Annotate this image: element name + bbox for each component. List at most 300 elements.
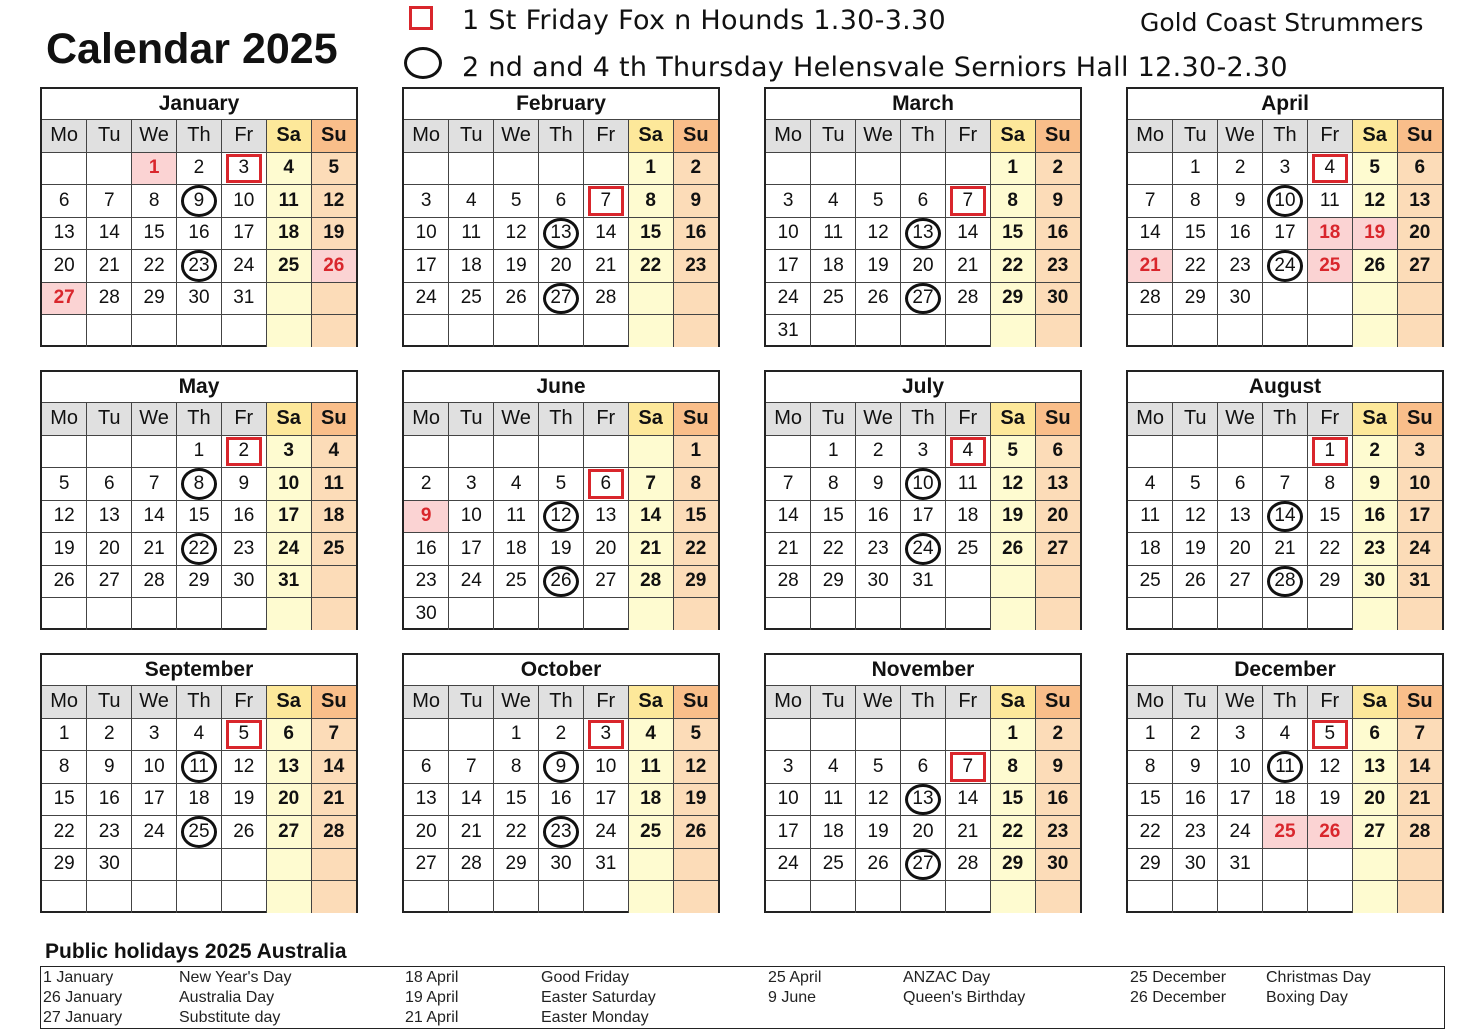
day-cell: 12 xyxy=(1173,500,1218,533)
weekday-header: We xyxy=(856,686,901,718)
holiday-name: Boxing Day xyxy=(1266,989,1348,1006)
holiday-names-col-3 xyxy=(903,968,1025,1008)
day-cell: 16 xyxy=(539,783,584,816)
weekday-header: Mo xyxy=(42,120,87,152)
weekday-header-row xyxy=(766,686,1080,718)
week-row xyxy=(42,435,356,468)
week-row xyxy=(766,751,1080,784)
day-cell: 21 xyxy=(945,816,990,849)
month-days-table xyxy=(404,403,718,630)
weekday-header-row xyxy=(766,403,1080,435)
weekday-header-row xyxy=(42,686,356,718)
empty-day-cell xyxy=(311,315,356,347)
week-row xyxy=(766,435,1080,468)
week-row xyxy=(404,152,718,185)
empty-day-cell xyxy=(42,598,87,630)
empty-day-cell xyxy=(449,152,494,185)
day-cell: 11 xyxy=(449,217,494,250)
weekday-header: We xyxy=(856,403,901,435)
empty-day-cell xyxy=(673,282,718,315)
day-cell: 14 xyxy=(945,217,990,250)
weekday-header: Su xyxy=(1397,403,1442,435)
weekday-header: Sa xyxy=(1352,120,1397,152)
day-cell: 1 xyxy=(990,718,1035,751)
day-cell: 14 xyxy=(1128,217,1173,250)
weekday-header: Mo xyxy=(766,686,811,718)
week-row xyxy=(1128,533,1442,566)
day-cell: 14 xyxy=(583,217,628,250)
day-cell: 20 xyxy=(583,533,628,566)
day-cell: 19 xyxy=(856,816,901,849)
day-cell: 22 xyxy=(673,533,718,566)
empty-day-cell xyxy=(449,881,494,913)
empty-day-cell xyxy=(42,152,87,185)
day-cell: 25 xyxy=(628,816,673,849)
weekday-header: Mo xyxy=(42,403,87,435)
thursday-day-cell: 13 xyxy=(901,217,946,250)
empty-day-cell xyxy=(42,315,87,347)
day-cell: 4 xyxy=(1263,718,1308,751)
day-cell: 27 xyxy=(1218,565,1263,598)
holiday-day-cell: 19 xyxy=(1352,217,1397,250)
day-cell: 5 xyxy=(856,751,901,784)
day-cell: 15 xyxy=(811,500,856,533)
day-cell: 7 xyxy=(766,468,811,501)
day-cell: 6 xyxy=(1218,468,1263,501)
day-cell: 4 xyxy=(311,435,356,468)
empty-day-cell xyxy=(945,881,990,913)
day-cell: 8 xyxy=(673,468,718,501)
empty-day-cell xyxy=(494,435,539,468)
day-cell: 18 xyxy=(266,217,311,250)
holiday-names-col-4 xyxy=(1266,968,1371,1008)
day-cell: 23 xyxy=(1352,533,1397,566)
day-cell: 12 xyxy=(856,783,901,816)
day-cell: 15 xyxy=(1307,500,1352,533)
day-cell: 4 xyxy=(177,718,222,751)
empty-day-cell xyxy=(1263,881,1308,913)
day-cell: 6 xyxy=(404,751,449,784)
month-september xyxy=(40,653,358,913)
empty-day-cell xyxy=(404,315,449,347)
week-row xyxy=(1128,783,1442,816)
day-cell: 25 xyxy=(945,533,990,566)
day-cell: 8 xyxy=(1307,468,1352,501)
day-cell: 21 xyxy=(449,816,494,849)
day-cell: 22 xyxy=(990,816,1035,849)
day-cell: 26 xyxy=(221,816,266,849)
empty-day-cell xyxy=(628,435,673,468)
empty-day-cell xyxy=(583,881,628,913)
empty-day-cell xyxy=(404,881,449,913)
empty-day-cell xyxy=(311,282,356,315)
weekday-header-row xyxy=(42,403,356,435)
day-cell: 14 xyxy=(945,783,990,816)
thursday-day-cell: 28 xyxy=(1263,565,1308,598)
day-cell: 23 xyxy=(856,533,901,566)
week-row xyxy=(404,435,718,468)
empty-day-cell xyxy=(1307,598,1352,630)
empty-day-cell xyxy=(87,435,132,468)
day-cell: 15 xyxy=(628,217,673,250)
day-cell: 6 xyxy=(1352,718,1397,751)
day-cell: 23 xyxy=(404,565,449,598)
day-cell: 26 xyxy=(1352,250,1397,283)
week-row xyxy=(766,848,1080,881)
empty-day-cell xyxy=(1173,315,1218,347)
day-cell: 25 xyxy=(811,848,856,881)
day-cell: 23 xyxy=(1173,816,1218,849)
day-cell: 13 xyxy=(42,217,87,250)
weekday-header: Fr xyxy=(945,403,990,435)
day-cell: 22 xyxy=(494,816,539,849)
thursday-day-cell: 9 xyxy=(539,751,584,784)
weekday-header: Fr xyxy=(1307,686,1352,718)
weekday-header: Tu xyxy=(1173,120,1218,152)
empty-day-cell xyxy=(945,315,990,347)
week-row xyxy=(404,718,718,751)
weekday-header: Th xyxy=(539,686,584,718)
day-cell: 31 xyxy=(266,565,311,598)
day-cell: 24 xyxy=(1397,533,1442,566)
day-cell: 23 xyxy=(87,816,132,849)
weekday-header-row xyxy=(404,686,718,718)
day-cell: 29 xyxy=(132,282,177,315)
holiday-name: New Year's Day xyxy=(179,969,292,986)
empty-day-cell xyxy=(901,718,946,751)
day-cell: 24 xyxy=(404,282,449,315)
holiday-day-cell: 21 xyxy=(1128,250,1173,283)
day-cell: 16 xyxy=(856,500,901,533)
empty-day-cell xyxy=(221,315,266,347)
week-row xyxy=(42,468,356,501)
day-cell: 15 xyxy=(494,783,539,816)
first-friday-day-cell: 5 xyxy=(221,718,266,751)
day-cell: 23 xyxy=(1218,250,1263,283)
day-cell: 2 xyxy=(539,718,584,751)
day-cell: 2 xyxy=(856,435,901,468)
day-cell: 6 xyxy=(1035,435,1080,468)
empty-day-cell xyxy=(583,435,628,468)
weekday-header: Tu xyxy=(449,403,494,435)
empty-day-cell xyxy=(1352,282,1397,315)
empty-day-cell xyxy=(990,881,1035,913)
empty-day-cell xyxy=(177,598,222,630)
day-cell: 30 xyxy=(1352,565,1397,598)
weekday-header: Mo xyxy=(1128,120,1173,152)
first-friday-day-cell: 7 xyxy=(583,185,628,218)
week-row xyxy=(404,598,718,630)
day-cell: 21 xyxy=(583,250,628,283)
day-cell: 31 xyxy=(221,282,266,315)
day-cell: 26 xyxy=(990,533,1035,566)
day-cell: 19 xyxy=(494,250,539,283)
day-cell: 28 xyxy=(945,848,990,881)
day-cell: 6 xyxy=(87,468,132,501)
day-cell: 20 xyxy=(266,783,311,816)
day-cell: 15 xyxy=(673,500,718,533)
holiday-day-cell: 9 xyxy=(404,500,449,533)
day-cell: 11 xyxy=(945,468,990,501)
empty-day-cell xyxy=(132,315,177,347)
empty-day-cell xyxy=(1218,881,1263,913)
holiday-name: ANZAC Day xyxy=(903,969,991,986)
day-cell: 17 xyxy=(449,533,494,566)
day-cell: 8 xyxy=(1173,185,1218,218)
holiday-name: Christmas Day xyxy=(1266,969,1371,986)
week-row xyxy=(766,533,1080,566)
thursday-day-cell: 23 xyxy=(177,250,222,283)
day-cell: 29 xyxy=(811,565,856,598)
day-cell: 13 xyxy=(1352,751,1397,784)
day-cell: 22 xyxy=(1173,250,1218,283)
holiday-name: Good Friday xyxy=(541,969,630,986)
day-cell: 12 xyxy=(42,500,87,533)
empty-day-cell xyxy=(1128,435,1173,468)
day-cell: 11 xyxy=(266,185,311,218)
month-days-table xyxy=(766,120,1080,347)
first-friday-day-cell: 2 xyxy=(221,435,266,468)
day-cell: 6 xyxy=(266,718,311,751)
day-cell: 4 xyxy=(449,185,494,218)
day-cell: 11 xyxy=(811,783,856,816)
day-cell: 15 xyxy=(1173,217,1218,250)
day-cell: 28 xyxy=(1128,282,1173,315)
day-cell: 3 xyxy=(1218,718,1263,751)
day-cell: 1 xyxy=(628,152,673,185)
weekday-header: Sa xyxy=(990,120,1035,152)
week-row xyxy=(404,468,718,501)
day-cell: 25 xyxy=(449,282,494,315)
week-row xyxy=(1128,217,1442,250)
thursday-day-cell: 10 xyxy=(901,468,946,501)
month-name: October xyxy=(404,655,718,686)
day-cell: 20 xyxy=(1218,533,1263,566)
day-cell: 26 xyxy=(856,848,901,881)
first-friday-day-cell: 7 xyxy=(945,751,990,784)
week-row xyxy=(1128,598,1442,630)
weekday-header: Su xyxy=(311,403,356,435)
day-cell: 21 xyxy=(945,250,990,283)
day-cell: 9 xyxy=(221,468,266,501)
empty-day-cell xyxy=(266,848,311,881)
empty-day-cell xyxy=(404,718,449,751)
week-row xyxy=(42,816,356,849)
holiday-name: Easter Monday xyxy=(541,1009,649,1026)
day-cell: 21 xyxy=(1263,533,1308,566)
month-name: August xyxy=(1128,372,1442,403)
week-row xyxy=(42,315,356,347)
day-cell: 8 xyxy=(494,751,539,784)
empty-day-cell xyxy=(449,315,494,347)
day-cell: 1 xyxy=(42,718,87,751)
thursday-day-cell: 24 xyxy=(901,533,946,566)
empty-day-cell xyxy=(449,718,494,751)
weekday-header-row xyxy=(1128,403,1442,435)
weekday-header: Su xyxy=(1035,403,1080,435)
day-cell: 30 xyxy=(87,848,132,881)
week-row xyxy=(404,783,718,816)
day-cell: 12 xyxy=(990,468,1035,501)
day-cell: 3 xyxy=(266,435,311,468)
day-cell: 11 xyxy=(1307,185,1352,218)
empty-day-cell xyxy=(1128,598,1173,630)
weekday-header: Sa xyxy=(628,120,673,152)
day-cell: 2 xyxy=(1035,152,1080,185)
day-cell: 14 xyxy=(311,751,356,784)
week-row xyxy=(42,598,356,630)
empty-day-cell xyxy=(494,598,539,630)
weekday-header: Th xyxy=(901,120,946,152)
day-cell: 3 xyxy=(1397,435,1442,468)
weekday-header: We xyxy=(494,403,539,435)
holiday-day-cell: 1 xyxy=(132,152,177,185)
week-row xyxy=(766,468,1080,501)
day-cell: 10 xyxy=(266,468,311,501)
empty-day-cell xyxy=(1173,435,1218,468)
weekday-header: Th xyxy=(901,686,946,718)
day-cell: 17 xyxy=(766,250,811,283)
weekday-header: Sa xyxy=(266,120,311,152)
empty-day-cell xyxy=(311,598,356,630)
day-cell: 23 xyxy=(1035,250,1080,283)
week-row xyxy=(404,751,718,784)
empty-day-cell xyxy=(990,315,1035,347)
day-cell: 26 xyxy=(494,282,539,315)
day-cell: 9 xyxy=(1218,185,1263,218)
thursday-day-cell: 13 xyxy=(539,217,584,250)
week-row xyxy=(404,315,718,347)
weekday-header: Tu xyxy=(449,120,494,152)
day-cell: 19 xyxy=(221,783,266,816)
week-row xyxy=(42,152,356,185)
day-cell: 7 xyxy=(311,718,356,751)
day-cell: 10 xyxy=(583,751,628,784)
empty-day-cell xyxy=(990,565,1035,598)
day-cell: 6 xyxy=(42,185,87,218)
week-row xyxy=(1128,315,1442,347)
empty-day-cell xyxy=(673,881,718,913)
month-days-table xyxy=(1128,120,1442,347)
thursday-day-cell: 22 xyxy=(177,533,222,566)
day-cell: 17 xyxy=(583,783,628,816)
thursday-day-cell: 12 xyxy=(539,500,584,533)
empty-day-cell xyxy=(1397,598,1442,630)
day-cell: 19 xyxy=(990,500,1035,533)
week-row xyxy=(1128,848,1442,881)
day-cell: 6 xyxy=(901,185,946,218)
day-cell: 6 xyxy=(1397,152,1442,185)
first-friday-day-cell: 4 xyxy=(945,435,990,468)
day-cell: 17 xyxy=(266,500,311,533)
month-days-table xyxy=(766,686,1080,913)
day-cell: 5 xyxy=(990,435,1035,468)
day-cell: 30 xyxy=(404,598,449,630)
empty-day-cell xyxy=(1307,315,1352,347)
weekday-header-row xyxy=(1128,686,1442,718)
day-cell: 13 xyxy=(404,783,449,816)
empty-day-cell xyxy=(1035,565,1080,598)
weekday-header: Su xyxy=(311,686,356,718)
day-cell: 24 xyxy=(583,816,628,849)
thursday-day-cell: 27 xyxy=(539,282,584,315)
week-row xyxy=(404,816,718,849)
empty-day-cell xyxy=(628,598,673,630)
day-cell: 16 xyxy=(1035,217,1080,250)
weekday-header: Tu xyxy=(87,403,132,435)
empty-day-cell xyxy=(177,315,222,347)
day-cell: 18 xyxy=(945,500,990,533)
thursday-day-cell: 24 xyxy=(1263,250,1308,283)
empty-day-cell xyxy=(766,881,811,913)
week-row xyxy=(1128,565,1442,598)
day-cell: 27 xyxy=(1352,816,1397,849)
day-cell: 13 xyxy=(583,500,628,533)
day-cell: 22 xyxy=(811,533,856,566)
thursday-day-cell: 23 xyxy=(539,816,584,849)
day-cell: 27 xyxy=(583,565,628,598)
day-cell: 5 xyxy=(311,152,356,185)
day-cell: 6 xyxy=(901,751,946,784)
day-cell: 17 xyxy=(404,250,449,283)
day-cell: 19 xyxy=(539,533,584,566)
first-friday-day-cell: 1 xyxy=(1307,435,1352,468)
empty-day-cell xyxy=(1397,315,1442,347)
day-cell: 3 xyxy=(901,435,946,468)
day-cell: 10 xyxy=(221,185,266,218)
empty-day-cell xyxy=(494,315,539,347)
day-cell: 28 xyxy=(945,282,990,315)
day-cell: 2 xyxy=(404,468,449,501)
day-cell: 21 xyxy=(1397,783,1442,816)
holiday-date: 26 January xyxy=(43,989,123,1006)
day-cell: 29 xyxy=(494,848,539,881)
day-cell: 12 xyxy=(856,217,901,250)
day-cell: 16 xyxy=(177,217,222,250)
empty-day-cell xyxy=(87,315,132,347)
day-cell: 18 xyxy=(1128,533,1173,566)
day-cell: 10 xyxy=(1397,468,1442,501)
empty-day-cell xyxy=(1218,315,1263,347)
week-row xyxy=(766,500,1080,533)
holiday-day-cell: 25 xyxy=(1263,816,1308,849)
day-cell: 28 xyxy=(1397,816,1442,849)
day-cell: 21 xyxy=(311,783,356,816)
day-cell: 29 xyxy=(42,848,87,881)
day-cell: 25 xyxy=(266,250,311,283)
day-cell: 8 xyxy=(42,751,87,784)
day-cell: 16 xyxy=(87,783,132,816)
week-row xyxy=(1128,500,1442,533)
weekday-header: Tu xyxy=(1173,403,1218,435)
empty-day-cell xyxy=(811,598,856,630)
weekday-header: Sa xyxy=(628,403,673,435)
day-cell: 7 xyxy=(1397,718,1442,751)
holiday-dates-col-3 xyxy=(768,968,821,1008)
weekday-header: Tu xyxy=(1173,686,1218,718)
day-cell: 10 xyxy=(1218,751,1263,784)
week-row xyxy=(766,185,1080,218)
day-cell: 5 xyxy=(494,185,539,218)
day-cell: 22 xyxy=(1307,533,1352,566)
day-cell: 18 xyxy=(177,783,222,816)
weekday-header: Mo xyxy=(1128,686,1173,718)
empty-day-cell xyxy=(1263,435,1308,468)
day-cell: 19 xyxy=(1173,533,1218,566)
empty-day-cell xyxy=(1263,598,1308,630)
day-cell: 1 xyxy=(1128,718,1173,751)
day-cell: 30 xyxy=(177,282,222,315)
